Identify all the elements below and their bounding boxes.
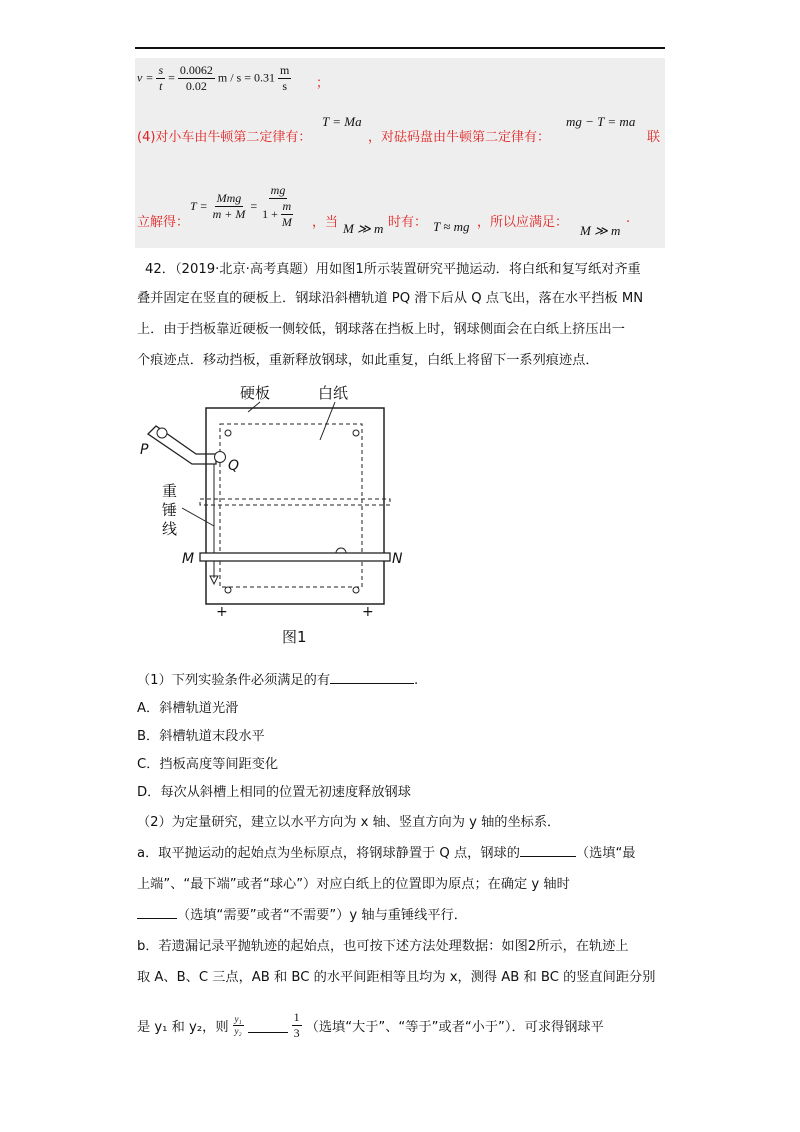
unit-num: m (280, 63, 290, 77)
option-c: C．挡板高度等间距变化 (137, 757, 279, 772)
top-rule (135, 47, 665, 49)
frac-num: Mmg (216, 191, 242, 205)
corner-hole (225, 587, 231, 593)
leader-line-board (248, 402, 260, 412)
frac-den: M (281, 215, 292, 229)
solve-lhs: T = (190, 199, 208, 213)
frac-den: y₂ (234, 1026, 242, 1036)
solve-fraction-2 (260, 183, 296, 230)
inner-fraction (280, 199, 294, 230)
frac-den (260, 199, 296, 230)
foot-mark-left: + (216, 604, 228, 620)
solve-equals: = (250, 199, 258, 213)
part2-b-line3-post: （选填“大于”、“等于”或者“小于”）．可求得钢球平 (305, 1020, 604, 1035)
solve-approx: T ≈ mg (433, 219, 470, 234)
label-plumb-1: 重 (162, 482, 178, 500)
part2-b-line1: b．若遗漏记录平抛轨迹的起始点，也可按下述方法处理数据：如图2所示，在轨迹上 (137, 939, 629, 954)
figure-1-apparatus (130, 378, 420, 650)
solve-text-a: 立解得： (137, 215, 190, 230)
label-m: M (182, 551, 195, 567)
question-42-line4: 个痕迹点．移动挡板，重新释放钢球，如此重复，白纸上将留下一系列痕迹点． (137, 353, 599, 368)
part2-a-line3 (137, 904, 467, 923)
velocity-result: m / s = 0.31 (217, 70, 275, 85)
solve-requirement: M ≫ m (580, 223, 621, 238)
label-p: P (140, 442, 149, 458)
ball-on-baffle (336, 548, 346, 553)
part2-a-line2: 上端”、“最下端”或者“球心”）对应白纸上的位置即为原点；在确定 y 轴时 (137, 877, 570, 892)
velocity-prefix: v = (137, 70, 154, 85)
frac-num: 1 (293, 1010, 300, 1024)
ratio-y1-y2 (233, 1014, 244, 1037)
frac-den: t (159, 79, 163, 93)
part2-a-line1-post: （选填“最 (575, 846, 636, 861)
velocity-fraction-values (178, 63, 215, 94)
corner-hole (225, 430, 231, 436)
label-board: 硬板 (240, 384, 271, 402)
unit-den: s (282, 79, 287, 93)
answer-blank[interactable] (330, 671, 414, 684)
part4-text-b: ，对砝码盘由牛顿第二定律有： (368, 130, 551, 145)
label-n: N (392, 551, 403, 567)
corner-hole (353, 430, 359, 436)
corner-hole (353, 587, 359, 593)
frac-num: m (282, 199, 292, 213)
frac-num: mg (270, 183, 286, 197)
part4-text-c: 联 (647, 130, 661, 145)
part1-prompt-row (137, 669, 418, 688)
frac-num: s (158, 63, 164, 77)
velocity-end: ； (316, 76, 330, 91)
ball-on-track (157, 428, 167, 438)
part2-b-line2: 取 A、B、C 三点，AB 和 BC 的水平间距相等且均为 x，测得 AB 和 BC 的竖直间距分别 (137, 970, 656, 985)
frac-den: 0.02 (185, 79, 207, 93)
part2-b-line3-pre: 是 y₁ 和 y₂，则 (137, 1020, 229, 1035)
option-d: D．每次从斜槽上相同的位置无初速度释放钢球 (137, 785, 411, 800)
part2-a-line1-pre: a．取平抛运动的起始点为坐标原点，将钢球静置于 Q 点，钢球的 (137, 846, 520, 861)
foot-mark-right: + (362, 604, 374, 620)
frac-den: m + M (212, 207, 246, 221)
part2-intro: （2）为定量研究，建立以水平方向为 x 轴、竖直方向为 y 轴的坐标系． (137, 815, 561, 830)
fraction-one-third (292, 1010, 302, 1041)
baffle-mn (200, 553, 390, 561)
part2-b-line3 (137, 1010, 604, 1041)
solve-text-c: 时有： (388, 215, 428, 230)
frac-num: 0.0062 (179, 63, 213, 77)
frac-den: 3 (293, 1026, 300, 1040)
part2-a-line1 (137, 842, 636, 861)
answer-blank[interactable] (137, 906, 177, 919)
option-b: B．斜槽轨道末段水平 (137, 729, 265, 744)
solve-equation (190, 183, 296, 230)
answer-blank[interactable] (520, 844, 576, 857)
velocity-unit (278, 63, 291, 94)
part4-eq-pan: mg − T = ma (566, 114, 636, 129)
question-42-line1: 42．（2019·北京·高考真题）用如图1所示装置研究平抛运动．将白纸和复写纸对齐重 (145, 262, 641, 277)
velocity-equation: v = $\frac{s}{t}$ = $\frac{0.0062}{0.02}$ m / s = 0.31 $\frac{m}{s}$ (137, 63, 290, 93)
frac-den-prefix: 1 + (262, 207, 278, 221)
ball-at-q (215, 452, 226, 463)
option-a: A．斜槽轨道光滑 (137, 701, 239, 716)
label-paper: 白纸 (318, 384, 349, 402)
label-q: Q (228, 458, 240, 474)
frac-num: y₁ (234, 1014, 242, 1024)
label-plumb-3: 线 (162, 520, 178, 538)
part1-prompt: （1）下列实验条件必须满足的有 (137, 673, 331, 688)
solve-text-d: ，所以应满足： (477, 215, 569, 230)
figure-caption: 图1 (282, 628, 307, 646)
velocity-fraction-st (156, 63, 165, 94)
part2-a-line3-post: （选填“需要”或者“不需要”）y 轴与重锤线平行． (177, 908, 467, 923)
solve-fraction-1 (211, 191, 248, 222)
hard-board (206, 408, 384, 604)
part1-prompt-end: . (414, 673, 419, 688)
part4-text-a: (4)对小车由牛顿第二定律有： (137, 130, 312, 145)
question-42-line3: 上．由于挡板靠近硬板一侧较低，钢球落在挡板上时，钢球侧面会在白纸上挤压出一 (137, 322, 625, 337)
leader-line-plumb (182, 508, 214, 526)
solve-condition: M ≫ m (343, 221, 384, 236)
solve-end: . (626, 211, 631, 226)
answer-blank[interactable] (248, 1018, 288, 1033)
part4-eq-cart: T = Ma (322, 114, 362, 129)
question-42-line2: 叠并固定在竖直的硬板上．钢球沿斜槽轨道 PQ 滑下后从 Q 点飞出，落在水平挡板 MN (137, 291, 644, 306)
label-plumb-2: 锤 (162, 501, 178, 519)
solve-text-b: ，当 (312, 215, 339, 230)
